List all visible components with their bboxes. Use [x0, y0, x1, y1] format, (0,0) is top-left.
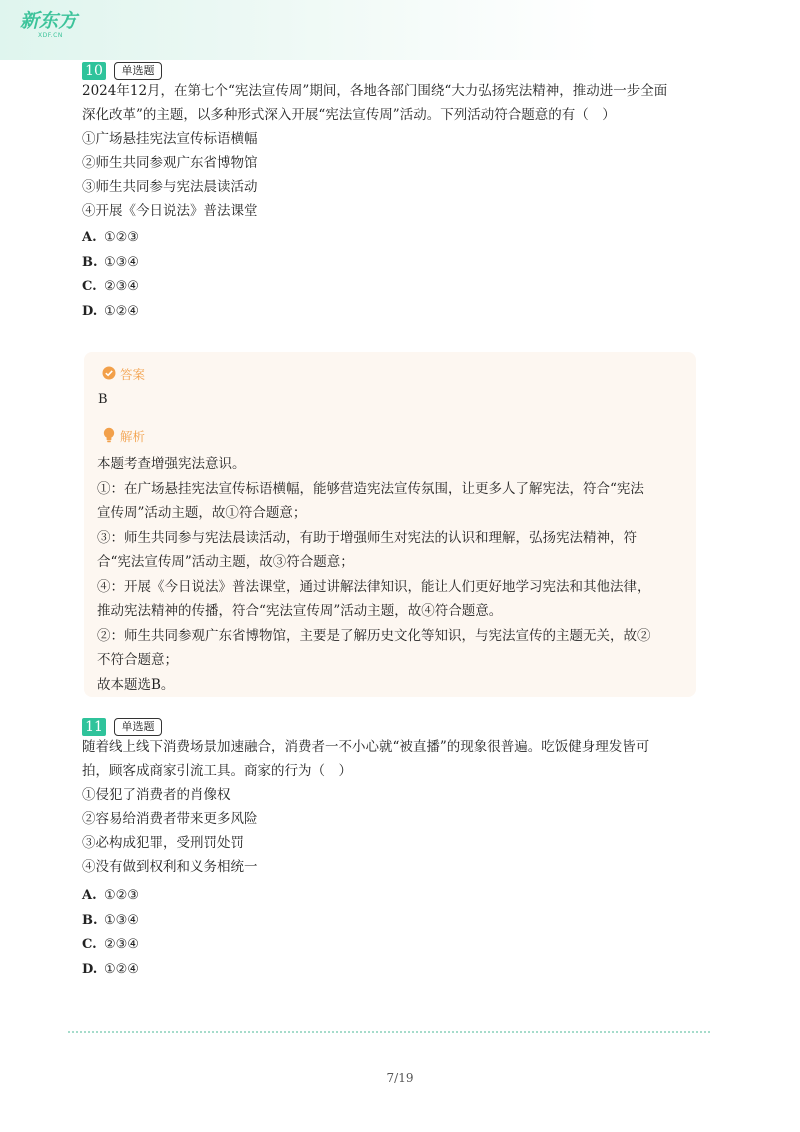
- question-10-stem: [82, 79, 712, 223]
- answer-panel: [84, 352, 696, 697]
- check-circle-icon: [102, 366, 116, 385]
- lightbulb-icon: [102, 427, 116, 448]
- option-letter: B.: [82, 912, 98, 928]
- question-11-options: [82, 884, 482, 982]
- option-b[interactable]: [82, 909, 482, 934]
- analysis-line: ②：师生共同参观广东省博物馆，主要是了解历史文化等知识，与宪法宣传的主题无关，故②: [97, 627, 651, 644]
- option-letter: D.: [82, 961, 98, 977]
- answer-title: 答案: [120, 367, 146, 382]
- option-letter: D.: [82, 303, 98, 319]
- question-10-options: [82, 226, 482, 324]
- analysis-heading: [102, 427, 145, 445]
- option-d[interactable]: [82, 958, 482, 983]
- analysis-line: ③：师生共同参与宪法晨读活动，有助于增强师生对宪法的认识和理解，弘扬宪法精神，符: [97, 529, 637, 546]
- question-type-badge: 单选题: [114, 718, 162, 736]
- dotted-divider: [68, 1031, 710, 1033]
- statement-item: ①广场悬挂宪法宣传标语横幅: [82, 131, 258, 147]
- logo-text: 新东方: [20, 10, 78, 32]
- analysis-line: 合“宪法宣传周”活动主题，故③符合题意；: [97, 554, 354, 570]
- question-type-badge: 单选题: [114, 62, 162, 80]
- page-number: 7/19: [386, 1071, 414, 1085]
- question-11-stem: [82, 735, 712, 879]
- option-text: ①③④: [104, 254, 139, 270]
- answer-heading: [102, 366, 145, 384]
- stem-line: 随着线上线下消费场景加速融合，消费者一不小心就“被直播”的现象很普遍。吃饭健身理发皆可: [82, 739, 650, 755]
- option-text: ①②④: [104, 303, 139, 319]
- statement-item: ②容易给消费者带来更多风险: [82, 811, 258, 827]
- analysis-title: 解析: [120, 429, 146, 444]
- option-text: ②③④: [104, 937, 139, 952]
- logo-subtext: XDF.CN: [38, 32, 63, 39]
- option-text: ①②③: [104, 230, 139, 245]
- statement-item: ④开展《今日说法》普法课堂: [82, 203, 258, 219]
- statement-item: ②师生共同参观广东省博物馆: [82, 155, 258, 171]
- page-header: [0, 0, 800, 60]
- option-c[interactable]: [82, 933, 482, 958]
- analysis-line: 推动宪法精神的传播，符合“宪法宣传周”活动主题，故④符合题意。: [97, 603, 503, 619]
- analysis-line: 宣传周”活动主题，故①符合题意；: [97, 505, 307, 521]
- statement-item: ③师生共同参与宪法晨读活动: [82, 179, 258, 195]
- xdf-logo: [20, 10, 82, 46]
- stem-line: 2024年12月，在第七个“宪法宣传周”期间，各地各部门围绕“大力弘扬宪法精神，推动进一步全面: [82, 83, 668, 99]
- option-c[interactable]: [82, 275, 482, 300]
- option-a[interactable]: [82, 226, 482, 251]
- statement-item: ③必构成犯罪，受刑罚处罚: [82, 835, 244, 851]
- analysis-text: [97, 452, 687, 697]
- analysis-line: ①：在广场悬挂宪法宣传标语横幅，能够营造宪法宣传氛围，让更多人了解宪法，符合“宪法: [97, 480, 644, 497]
- option-text: ②③④: [104, 279, 139, 294]
- statement-item: ①侵犯了消费者的肖像权: [82, 787, 231, 803]
- option-text: ①③④: [104, 912, 139, 928]
- option-a[interactable]: [82, 884, 482, 909]
- question-number: 10: [82, 62, 106, 80]
- option-b[interactable]: [82, 251, 482, 276]
- analysis-line: 本题考查增强宪法意识。: [97, 456, 246, 472]
- option-letter: C.: [82, 937, 97, 952]
- statement-item: ④没有做到权利和义务相统一: [82, 859, 258, 875]
- option-d[interactable]: [82, 300, 482, 325]
- option-letter: A.: [82, 230, 97, 245]
- option-letter: B.: [82, 254, 98, 270]
- analysis-line: 故本题选B。: [97, 676, 175, 693]
- option-text: ①②④: [104, 961, 139, 977]
- question-number: 11: [82, 718, 106, 736]
- analysis-line: 不符合题意；: [97, 652, 178, 668]
- analysis-line: ④：开展《今日说法》普法课堂，通过讲解法律知识，能让人们更好地学习宪法和其他法律，: [97, 578, 651, 595]
- option-letter: A.: [82, 888, 97, 903]
- option-letter: C.: [82, 279, 97, 294]
- answer-value: B: [98, 392, 108, 407]
- stem-line: 拍，顾客成商家引流工具。商家的行为（ ）: [82, 763, 352, 779]
- option-text: ①②③: [104, 888, 139, 903]
- stem-line: 深化改革”的主题，以多种形式深入开展“宪法宣传周”活动。下列活动符合题意的有（ ）: [82, 107, 616, 123]
